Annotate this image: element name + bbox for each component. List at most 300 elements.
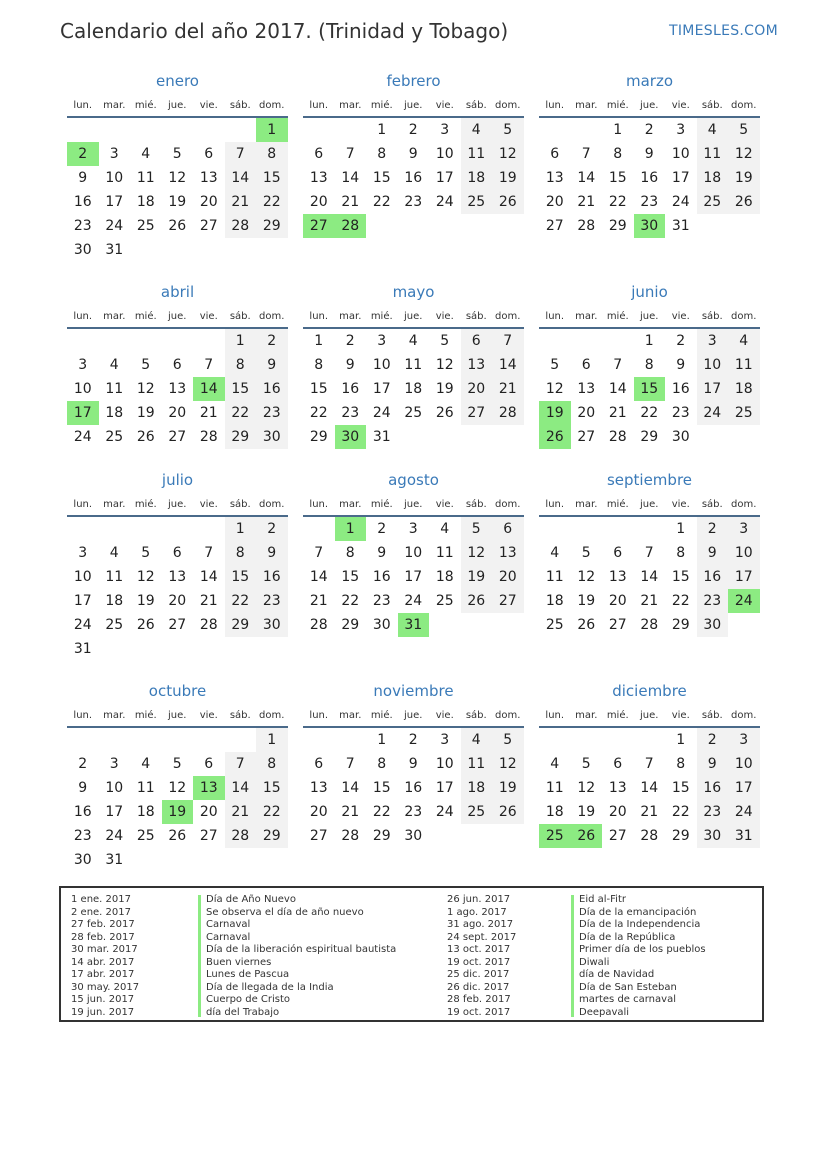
day-cell: 14 [225,166,257,190]
day-cell: 12 [168,170,187,186]
day-cell: 19 [136,405,155,421]
day-cell: 20 [608,593,627,609]
day-cell: 11 [461,142,493,166]
day-cell: 22 [372,194,391,210]
day-cell: 8 [345,545,355,561]
weekday-label: dom. [495,311,521,322]
day-cell: 12 [577,780,596,796]
weekday-label: jue. [640,499,659,510]
day-cell: 2 [256,517,288,541]
holiday-date: 19 jun. 2017 [71,1006,135,1018]
day-cell: 4 [550,756,560,772]
weekday-label: jue. [404,499,423,510]
day-cell: 6 [172,357,182,373]
holiday-name: Día de San Esteban [579,981,677,993]
day-cell: 12 [492,752,524,776]
weekday-label: lun. [309,499,329,510]
holiday-date: 1 ago. 2017 [447,906,507,918]
day-cell: 6 [204,146,214,162]
day-cell: 21 [309,593,328,609]
day-cell: 28 [225,824,257,848]
day-cell: 14 [640,780,659,796]
day-cell: 5 [440,333,450,349]
day-cell: 22 [608,194,627,210]
day-cell: 4 [550,545,560,561]
weekday-label: vie. [671,100,690,111]
day-cell: 30 [697,824,729,848]
holiday-day-cell: 2 [67,142,99,166]
day-cell: 8 [377,146,387,162]
holiday-date: 25 dic. 2017 [447,969,510,980]
holiday-date: 17 abr. 2017 [71,969,135,980]
day-cell: 29 [256,824,288,848]
day-cell: 11 [728,353,760,377]
weekday-label: mar. [339,499,362,510]
day-cell: 6 [204,756,214,772]
weekday-label: vie. [671,311,690,322]
day-cell: 11 [697,142,729,166]
holiday-list [59,886,764,1022]
day-cell: 7 [581,146,591,162]
day-cell: 8 [676,756,686,772]
day-cell: 16 [341,381,360,397]
holiday-dates-left [71,894,139,1019]
day-cell: 5 [728,118,760,142]
day-cell: 13 [492,541,524,565]
weekday-label: sáb. [229,499,251,510]
weekday-label: mar. [103,100,126,111]
day-cell: 20 [168,593,187,609]
weekday-label: jue. [640,710,659,721]
day-cell: 22 [671,593,690,609]
weekday-label: mié. [606,710,629,721]
holiday-name: Día de la Independencia [579,919,701,930]
holiday-name: Cuerpo de Cristo [206,994,291,1005]
day-cell: 3 [78,357,88,373]
day-cell: 9 [408,146,418,162]
weekday-label: sáb. [465,100,487,111]
day-cell: 16 [256,565,288,589]
day-cell: 29 [372,828,391,844]
day-cell: 24 [435,194,454,210]
day-cell: 26 [461,589,493,613]
weekday-label: mié. [370,499,393,510]
day-cell: 19 [136,593,155,609]
weekday-label: sáb. [229,710,251,721]
day-cell: 31 [73,641,92,657]
day-cell: 22 [309,405,328,421]
day-cell: 2 [256,329,288,353]
day-cell: 26 [136,617,155,633]
day-cell: 13 [309,780,328,796]
day-cell: 28 [608,429,627,445]
weekday-label: dom. [495,499,521,510]
day-cell: 24 [73,617,92,633]
day-cell: 2 [644,122,654,138]
day-cell: 21 [199,593,218,609]
day-cell: 22 [256,190,288,214]
day-cell: 1 [676,521,686,537]
day-cell: 17 [435,780,454,796]
day-cell: 4 [109,357,119,373]
holiday-divider [571,895,574,1017]
weekday-label: jue. [404,311,423,322]
day-cell: 14 [309,569,328,585]
day-cell: 14 [577,170,596,186]
holiday-day-cell: 30 [634,214,666,238]
day-cell: 16 [73,804,92,820]
day-cell: 28 [640,828,659,844]
day-cell: 4 [697,118,729,142]
day-cell: 16 [697,776,729,800]
month-name: abril [160,283,195,301]
weekday-label: jue. [168,311,187,322]
day-cell: 12 [136,381,155,397]
day-cell: 10 [105,780,124,796]
day-cell: 11 [461,752,493,776]
holiday-day-cell: 28 [335,214,367,238]
day-cell: 11 [545,569,564,585]
weekday-label: sáb. [701,710,723,721]
holiday-name: Carnaval [206,919,251,930]
day-cell: 26 [435,405,454,421]
day-cell: 25 [105,429,124,445]
day-cell: 13 [168,569,187,585]
day-cell: 6 [314,146,324,162]
weekday-label: jue. [404,710,423,721]
day-cell: 4 [728,329,760,353]
weekday-label: mié. [134,710,157,721]
day-cell: 14 [492,353,524,377]
day-cell: 30 [73,242,92,258]
day-cell: 26 [136,429,155,445]
day-cell: 22 [372,804,391,820]
day-cell: 3 [109,756,119,772]
weekday-label: dom. [731,100,757,111]
day-cell: 10 [435,146,454,162]
day-cell: 8 [256,752,288,776]
day-cell: 13 [461,353,493,377]
day-cell: 19 [492,776,524,800]
day-cell: 3 [697,329,729,353]
day-cell: 5 [581,545,591,561]
day-cell: 3 [440,732,450,748]
day-cell: 27 [461,401,493,425]
month-name: agosto [388,471,439,489]
day-cell: 19 [577,804,596,820]
holiday-date: 15 jun. 2017 [71,994,135,1005]
day-cell: 14 [341,780,360,796]
day-cell: 27 [492,589,524,613]
day-cell: 4 [440,521,450,537]
day-cell: 8 [613,146,623,162]
day-cell: 11 [404,357,423,373]
day-cell: 7 [613,357,623,373]
day-cell: 15 [372,780,391,796]
day-cell: 7 [204,357,214,373]
weekday-label: vie. [199,499,218,510]
day-cell: 28 [225,214,257,238]
day-cell: 29 [309,429,328,445]
holiday-day-cell: 25 [539,824,571,848]
holiday-name: día del Trabajo [206,1006,280,1018]
day-cell: 6 [613,545,623,561]
day-cell: 23 [404,804,423,820]
weekday-label: dom. [259,100,285,111]
day-cell: 28 [341,828,360,844]
day-cell: 30 [256,425,288,449]
day-cell: 24 [435,804,454,820]
day-cell: 25 [545,617,564,633]
day-cell: 17 [671,170,690,186]
day-cell: 3 [676,122,686,138]
day-cell: 17 [105,194,124,210]
holiday-date: 27 feb. 2017 [71,919,135,930]
day-cell: 9 [78,170,88,186]
day-cell: 27 [309,828,328,844]
day-cell: 23 [256,589,288,613]
day-cell: 2 [408,732,418,748]
weekday-label: mar. [575,311,598,322]
day-cell: 10 [73,569,92,585]
day-cell: 16 [404,170,423,186]
holiday-divider [198,895,201,1017]
day-cell: 16 [640,170,659,186]
weekday-label: dom. [495,710,521,721]
holiday-name: Día de la liberación espiritual bautista [206,944,397,955]
holiday-date: 30 mar. 2017 [71,944,138,955]
day-cell: 13 [309,170,328,186]
day-cell: 24 [404,593,423,609]
day-cell: 18 [461,776,493,800]
holiday-day-cell: 1 [256,118,288,142]
day-cell: 25 [136,218,155,234]
day-cell: 22 [256,800,288,824]
day-cell: 15 [671,780,690,796]
day-cell: 5 [172,756,182,772]
holiday-names-right [579,894,706,1019]
day-cell: 8 [644,357,654,373]
day-cell: 16 [372,569,391,585]
day-cell: 3 [377,333,387,349]
holiday-names-left [206,894,396,1019]
holiday-name: Eid al-Fitr [579,894,626,905]
weekday-label: dom. [495,100,521,111]
holiday-day-cell: 17 [67,401,99,425]
holiday-dates-right [447,894,516,1019]
day-cell: 31 [105,852,124,868]
day-cell: 14 [225,776,257,800]
day-cell: 13 [608,780,627,796]
weekday-label: dom. [731,710,757,721]
month-name: julio [161,471,194,489]
holiday-date: 31 ago. 2017 [447,919,514,930]
day-cell: 30 [404,828,423,844]
holiday-day-cell: 30 [335,425,367,449]
holiday-date: 26 jun. 2017 [447,894,511,905]
day-cell: 6 [581,357,591,373]
holiday-name: Primer día de los pueblos [579,944,706,955]
day-cell: 12 [136,569,155,585]
day-cell: 27 [199,218,218,234]
day-cell: 25 [435,593,454,609]
weekday-label: mié. [370,710,393,721]
holiday-date: 28 feb. 2017 [447,994,511,1005]
day-cell: 28 [309,617,328,633]
day-cell: 30 [671,429,690,445]
day-cell: 31 [671,218,690,234]
day-cell: 26 [168,828,187,844]
day-cell: 21 [199,405,218,421]
weekday-label: mié. [134,499,157,510]
holiday-name: Deepavali [579,1006,630,1018]
day-cell: 7 [225,752,257,776]
day-cell: 21 [608,405,627,421]
day-cell: 28 [199,617,218,633]
day-cell: 27 [608,617,627,633]
day-cell: 1 [314,333,324,349]
weekday-label: mar. [575,499,598,510]
weekday-label: vie. [435,100,454,111]
day-cell: 1 [377,732,387,748]
day-cell: 21 [341,194,360,210]
day-cell: 7 [644,756,654,772]
day-cell: 19 [492,166,524,190]
day-cell: 13 [545,170,564,186]
day-cell: 17 [728,565,760,589]
weekday-label: mié. [134,311,157,322]
day-cell: 11 [136,780,155,796]
day-cell: 12 [435,357,454,373]
day-cell: 23 [671,405,690,421]
day-cell: 7 [314,545,324,561]
day-cell: 8 [225,353,257,377]
day-cell: 24 [728,800,760,824]
weekday-label: lun. [73,499,93,510]
day-cell: 4 [461,728,493,752]
day-cell: 26 [728,190,760,214]
day-cell: 25 [136,828,155,844]
holiday-name: Día de llegada de la India [206,981,334,993]
day-cell: 23 [404,194,423,210]
day-cell: 7 [492,329,524,353]
day-cell: 24 [372,405,391,421]
weekday-label: lun. [545,710,565,721]
day-cell: 21 [341,804,360,820]
day-cell: 9 [256,541,288,565]
weekday-label: sáb. [229,311,251,322]
day-cell: 8 [314,357,324,373]
weekday-label: lun. [545,100,565,111]
day-cell: 12 [545,381,564,397]
day-cell: 23 [73,218,92,234]
brand-link[interactable]: TIMESLES.COM [669,23,778,39]
day-cell: 29 [256,214,288,238]
day-cell: 9 [644,146,654,162]
weekday-label: mar. [575,710,598,721]
weekday-label: mié. [606,499,629,510]
day-cell: 6 [461,329,493,353]
weekday-label: mar. [103,311,126,322]
holiday-date: 1 ene. 2017 [71,894,131,905]
weekday-label: vie. [199,100,218,111]
day-cell: 17 [105,804,124,820]
day-cell: 30 [697,613,729,637]
day-cell: 2 [78,756,88,772]
day-cell: 9 [697,752,729,776]
day-cell: 16 [73,194,92,210]
day-cell: 5 [550,357,560,373]
day-cell: 24 [671,194,690,210]
day-cell: 4 [408,333,418,349]
day-cell: 26 [492,190,524,214]
day-cell: 25 [728,401,760,425]
day-cell: 6 [613,756,623,772]
holiday-day-cell: 27 [303,214,335,238]
day-cell: 15 [608,170,627,186]
day-cell: 24 [105,828,124,844]
holiday-date: 19 oct. 2017 [447,1006,511,1018]
day-cell: 4 [141,146,151,162]
holiday-day-cell: 13 [193,776,225,800]
day-cell: 31 [728,824,760,848]
day-cell: 9 [408,756,418,772]
month-name: noviembre [373,682,454,700]
day-cell: 15 [671,569,690,585]
holiday-date: 26 dic. 2017 [447,981,510,993]
day-cell: 30 [372,617,391,633]
day-cell: 31 [105,242,124,258]
day-cell: 29 [225,425,257,449]
day-cell: 30 [73,852,92,868]
day-cell: 27 [199,828,218,844]
day-cell: 20 [309,194,328,210]
weekday-label: sáb. [465,710,487,721]
day-cell: 8 [377,756,387,772]
day-cell: 23 [640,194,659,210]
day-cell: 23 [341,405,360,421]
day-cell: 14 [199,569,218,585]
holiday-name: Diwali [579,956,610,968]
day-cell: 19 [461,565,493,589]
day-cell: 2 [345,333,355,349]
day-cell: 27 [545,218,564,234]
day-cell: 6 [314,756,324,772]
day-cell: 7 [345,146,355,162]
day-cell: 9 [676,357,686,373]
day-cell: 25 [105,617,124,633]
holiday-date: 30 may. 2017 [71,981,140,993]
weekday-label: mar. [103,499,126,510]
day-cell: 16 [256,377,288,401]
day-cell: 23 [697,589,729,613]
day-cell: 3 [408,521,418,537]
day-cell: 20 [608,804,627,820]
day-cell: 6 [550,146,560,162]
holiday-day-cell: 24 [728,589,760,613]
day-cell: 11 [136,170,155,186]
weekday-label: dom. [259,499,285,510]
weekday-label: vie. [435,710,454,721]
day-cell: 6 [172,545,182,561]
day-cell: 2 [377,521,387,537]
day-cell: 27 [168,617,187,633]
day-cell: 12 [577,569,596,585]
day-cell: 13 [199,170,218,186]
day-cell: 18 [105,405,124,421]
weekday-label: lun. [545,311,565,322]
day-cell: 11 [435,545,454,561]
